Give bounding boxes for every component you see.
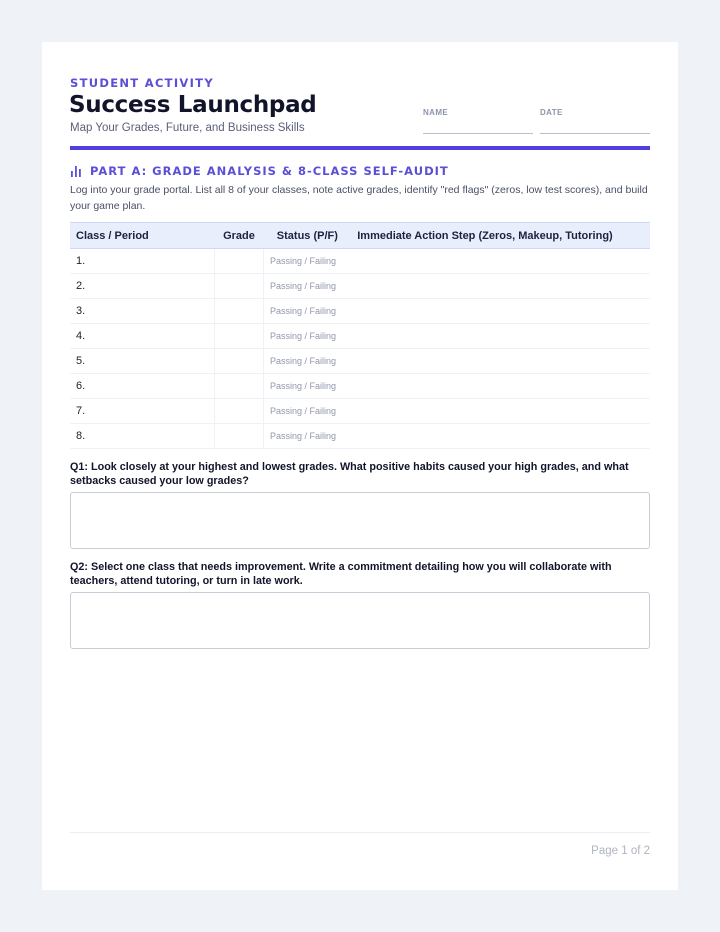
header-class-period: Class / Period <box>70 223 215 249</box>
class-cell[interactable]: 5. <box>70 349 215 374</box>
grade-cell[interactable] <box>215 349 264 374</box>
status-cell[interactable]: Passing / Failing <box>264 249 352 274</box>
class-cell[interactable]: 4. <box>70 324 215 349</box>
worksheet-page <box>42 42 678 890</box>
table-header-row <box>70 223 650 249</box>
status-cell[interactable]: Passing / Failing <box>264 299 352 324</box>
question-1: Q1: Look closely at your highest and lowest grades. What positive habits caused your high grades, and what setbacks caused your low grades? <box>70 461 629 487</box>
header-action-step: Immediate Action Step (Zeros, Makeup, Tutoring) <box>351 223 650 249</box>
status-cell[interactable]: Passing / Failing <box>264 274 352 299</box>
status-cell[interactable]: Passing / Failing <box>264 349 352 374</box>
section-a-title: PART A: GRADE ANALYSIS & 8-CLASS SELF-AUDIT <box>90 164 449 178</box>
grade-cell[interactable] <box>215 399 264 424</box>
answer-box-1[interactable] <box>70 492 650 549</box>
bar-chart-icon <box>70 164 84 178</box>
page-number: Page 1 of 2 <box>591 845 650 857</box>
class-cell[interactable]: 8. <box>70 424 215 449</box>
section-a-instructions: Log into your grade portal. List all 8 of your classes, note active grades, identify "red flags" (zeros, low test scores), and build your game plan. <box>70 184 648 212</box>
table-row <box>70 399 650 424</box>
status-cell[interactable]: Passing / Failing <box>264 374 352 399</box>
class-cell[interactable]: 2. <box>70 274 215 299</box>
action-cell[interactable] <box>351 374 650 399</box>
class-cell[interactable]: 1. <box>70 249 215 274</box>
grade-cell[interactable] <box>215 374 264 399</box>
header-divider <box>70 146 650 150</box>
action-cell[interactable] <box>351 424 650 449</box>
class-cell[interactable]: 7. <box>70 399 215 424</box>
grade-cell[interactable] <box>215 324 264 349</box>
action-cell[interactable] <box>351 274 650 299</box>
status-cell[interactable]: Passing / Failing <box>264 424 352 449</box>
action-cell[interactable] <box>351 399 650 424</box>
date-field[interactable] <box>540 108 650 134</box>
status-cell[interactable]: Passing / Failing <box>264 324 352 349</box>
grade-cell[interactable] <box>215 299 264 324</box>
action-cell[interactable] <box>351 324 650 349</box>
table-row <box>70 374 650 399</box>
question-2: Q2: Select one class that needs improvement. Write a commitment detailing how you will collaborate with teachers, attend tutoring, or turn in late work. <box>70 561 612 587</box>
footer-divider <box>70 832 650 833</box>
table-row <box>70 249 650 274</box>
grade-cell[interactable] <box>215 249 264 274</box>
eyebrow-label: STUDENT ACTIVITY <box>70 76 214 90</box>
grade-cell[interactable] <box>215 274 264 299</box>
date-label: DATE <box>540 108 563 117</box>
action-cell[interactable] <box>351 299 650 324</box>
grade-audit-table <box>70 222 650 449</box>
page-title: Success Launchpad <box>69 92 317 118</box>
class-cell[interactable]: 6. <box>70 374 215 399</box>
header-grade: Grade <box>215 223 264 249</box>
answer-box-2[interactable] <box>70 592 650 649</box>
table-row <box>70 349 650 374</box>
grade-cell[interactable] <box>215 424 264 449</box>
header-status: Status (P/F) <box>264 223 352 249</box>
table-row <box>70 324 650 349</box>
date-line[interactable] <box>540 133 650 134</box>
table-row <box>70 424 650 449</box>
name-line[interactable] <box>423 133 533 134</box>
status-cell[interactable]: Passing / Failing <box>264 399 352 424</box>
name-label: NAME <box>423 108 449 117</box>
section-a-heading <box>70 164 449 178</box>
name-field[interactable] <box>423 108 533 134</box>
table-row <box>70 299 650 324</box>
class-cell[interactable]: 3. <box>70 299 215 324</box>
page-subtitle: Map Your Grades, Future, and Business Skills <box>70 122 305 134</box>
action-cell[interactable] <box>351 249 650 274</box>
action-cell[interactable] <box>351 349 650 374</box>
table-row <box>70 274 650 299</box>
